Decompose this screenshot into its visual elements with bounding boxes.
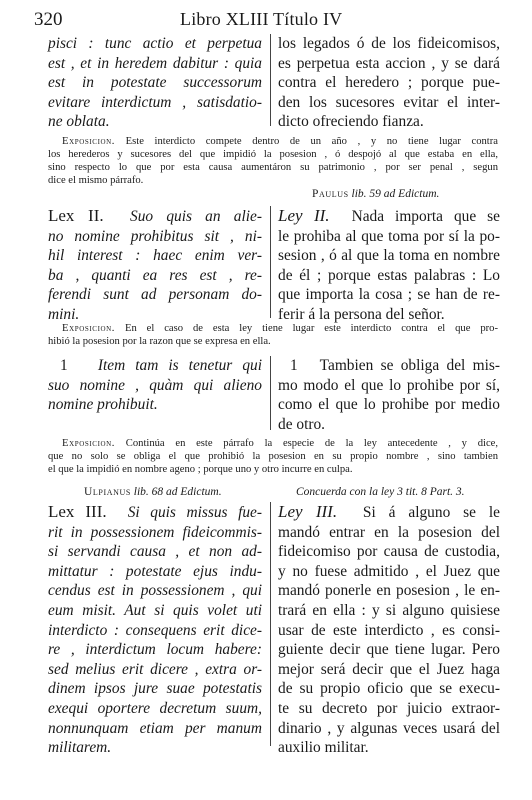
exposicion-2 bbox=[48, 322, 498, 348]
text-line: est in potestate successorum bbox=[48, 74, 262, 92]
text-line: de su propio oficio que se execu- bbox=[278, 680, 500, 698]
ley-label: Ley II. bbox=[278, 206, 330, 225]
text-line: le prohiba al que toma por sí la po- bbox=[278, 227, 500, 245]
text-line: usar de este interdicto , es consi- bbox=[278, 621, 500, 639]
citation-ulpianus bbox=[84, 486, 222, 498]
exposicion-label: Exposicion. bbox=[62, 136, 116, 147]
text-line: y no fuese admitido , el Juez que bbox=[278, 562, 500, 580]
lex2-spanish bbox=[278, 206, 500, 325]
text-line: si servandi causa , et non ad- bbox=[48, 543, 262, 561]
text-line: mini. bbox=[48, 305, 80, 323]
text-line: 1 Tambien se obliga del mis- bbox=[278, 356, 500, 376]
text-line: mandó entrar en la posesion del bbox=[278, 523, 500, 541]
text-line: mittatur : potestate ejus indu- bbox=[48, 562, 262, 580]
text-line: den los sucesores evitar el inter- bbox=[278, 93, 500, 111]
lex2-latin bbox=[48, 206, 262, 325]
exposicion-3 bbox=[48, 437, 498, 476]
text-line: Exposicion. Continúa en este párrafo la especie de la ley antecedente , y dice, bbox=[62, 438, 498, 449]
para1-latin bbox=[48, 356, 262, 415]
text-line: rit in possessionem fideicommis- bbox=[48, 523, 262, 541]
text-line: ferendi sunt ad personam do- bbox=[48, 286, 262, 304]
text-line: los legados ó de los fideicomisos, bbox=[278, 35, 500, 52]
text-line: eum misit. Aut si quis volet uti bbox=[48, 601, 262, 619]
text-line: que no solo se obliga el que prohibió la posesion en su propio nombre , sino tambien bbox=[48, 451, 498, 462]
text-line: hil interest : haec enim ver- bbox=[48, 247, 262, 265]
column-divider bbox=[270, 356, 271, 430]
text-line: 1 Item tam is tenetur qui bbox=[48, 356, 262, 376]
ley-label: Ley III. bbox=[278, 502, 338, 521]
text-line: nonnunquam etiam per manum bbox=[48, 719, 262, 737]
text-line: de otro. bbox=[278, 415, 326, 433]
exposicion-label: Exposicion. bbox=[62, 438, 116, 449]
text-line: te su decreto por juicio extraor- bbox=[278, 699, 500, 717]
text-line: dice el mismo párrafo. bbox=[48, 175, 144, 186]
column-divider bbox=[270, 34, 271, 126]
para1-spanish bbox=[278, 356, 500, 434]
text-line: Exposicion. Este interdicto compete dentro de un año , y no tiene lugar contra bbox=[62, 136, 498, 147]
citation-concuerda: Concuerda con la ley 3 tit. 8 Part. 3. bbox=[296, 486, 465, 498]
text-line: est , et in heredem dabitur : quia bbox=[48, 54, 262, 72]
section1-spanish bbox=[278, 34, 500, 132]
lex3-latin bbox=[48, 502, 262, 758]
text-line: Ley III. Si á alguno se le bbox=[278, 502, 501, 521]
page-number: 320 bbox=[34, 9, 63, 30]
paragraph-number: 1 bbox=[60, 357, 68, 374]
text-line: exequi oportere decretum suum, bbox=[48, 699, 262, 717]
text-line: mandó ponerle en posesion , le en- bbox=[278, 582, 500, 600]
text-line: Lex II. Suo quis an alie- bbox=[48, 206, 262, 225]
text-line: cendus est in possessionem , qui bbox=[48, 582, 262, 600]
text-line: pisci : tunc actio et perpetua bbox=[48, 35, 262, 52]
text-line: nomine prohibuit. bbox=[48, 396, 158, 414]
text-line: evitare interdictum , satisdatio- bbox=[48, 93, 262, 111]
text-line: dicto ofreciendo fianza. bbox=[278, 113, 424, 131]
column-divider bbox=[270, 502, 271, 746]
text-line: dinem ipsos jure suae potestatis bbox=[48, 680, 262, 698]
exposicion-1 bbox=[48, 135, 498, 187]
text-line: los herederos y sucesores del que impidió la posesion , ó despojó al que estaba en ella, bbox=[48, 149, 498, 160]
text-line: ferir á la persona del señor. bbox=[278, 305, 445, 323]
citation-ref: lib. 68 ad Edictum. bbox=[133, 486, 222, 498]
text-line: sed melius erit dicere , extra or- bbox=[48, 660, 262, 678]
citation-ref: lib. 59 ad Edictum. bbox=[351, 188, 440, 200]
text-line: interdicto : consequens erit dice- bbox=[48, 621, 262, 639]
text-line: re , interdictum locum habere: bbox=[48, 641, 262, 659]
lex-label: Lex II. bbox=[48, 206, 104, 225]
text-line: es perpetua esta accion , y se dará bbox=[278, 54, 500, 72]
text-line: sino respecto lo que por esta causa aumentáron su patrimonio , por ser penal , segun bbox=[48, 162, 498, 173]
section1-latin bbox=[48, 34, 262, 132]
citation-paulus bbox=[312, 188, 439, 200]
text-line: el que la impidió en nombre ageno ; porque uno y otro incurre en culpa. bbox=[48, 464, 353, 475]
column-divider bbox=[270, 206, 271, 318]
text-line: como el que lo prohibe por medio bbox=[278, 396, 500, 414]
citation-author: Paulus bbox=[312, 188, 349, 200]
text-line: hibió la posesion por la razon que se expresa en ella. bbox=[48, 336, 271, 347]
text-line: guiente decir que tiene lugar. Pero bbox=[278, 641, 500, 659]
text-line: sesion , ó al que la toma en nombre bbox=[278, 247, 500, 265]
text-line: que importa la cosa ; se han de re- bbox=[278, 286, 500, 304]
lex3-spanish bbox=[278, 502, 500, 758]
text-line: Lex III. Si quis missus fue- bbox=[48, 502, 262, 521]
text-line: Ley II. Nada importa que se bbox=[278, 206, 500, 225]
text-line: dinario , y algunas veces usará del bbox=[278, 719, 500, 737]
text-line: trará en ella : y si alguno quisiese bbox=[278, 601, 500, 619]
citation-author: Ulpianus bbox=[84, 486, 131, 498]
text-line: no nomine prohibitus sit , ni- bbox=[48, 227, 262, 245]
text-line: ne oblata. bbox=[48, 113, 110, 131]
text-line: mejor será decir que el Juez haga bbox=[278, 660, 500, 678]
text-line: militarem. bbox=[48, 739, 112, 757]
running-title: Libro XLIII Título IV bbox=[180, 9, 343, 29]
text-line: fideicomiso por causa de custodia, bbox=[278, 543, 500, 561]
lex-label: Lex III. bbox=[48, 502, 107, 521]
text-line: mo modo el que lo prohibe por sí, bbox=[278, 376, 500, 394]
text-line: Exposicion. En el caso de esta ley tiene lugar este interdicto contra el que pro- bbox=[62, 323, 498, 334]
text-line: ba , quanti ea res est , re- bbox=[48, 266, 262, 284]
paragraph-number: 1 bbox=[290, 357, 298, 374]
text-line: de él ; porque estas palabras : Lo bbox=[278, 266, 500, 284]
text-line: suo nomine , quàm qui alieno bbox=[48, 376, 262, 394]
text-line: auxilio militar. bbox=[278, 739, 369, 757]
text-line: contra el heredero ; porque pue- bbox=[278, 74, 500, 92]
exposicion-label: Exposicion. bbox=[62, 323, 116, 334]
